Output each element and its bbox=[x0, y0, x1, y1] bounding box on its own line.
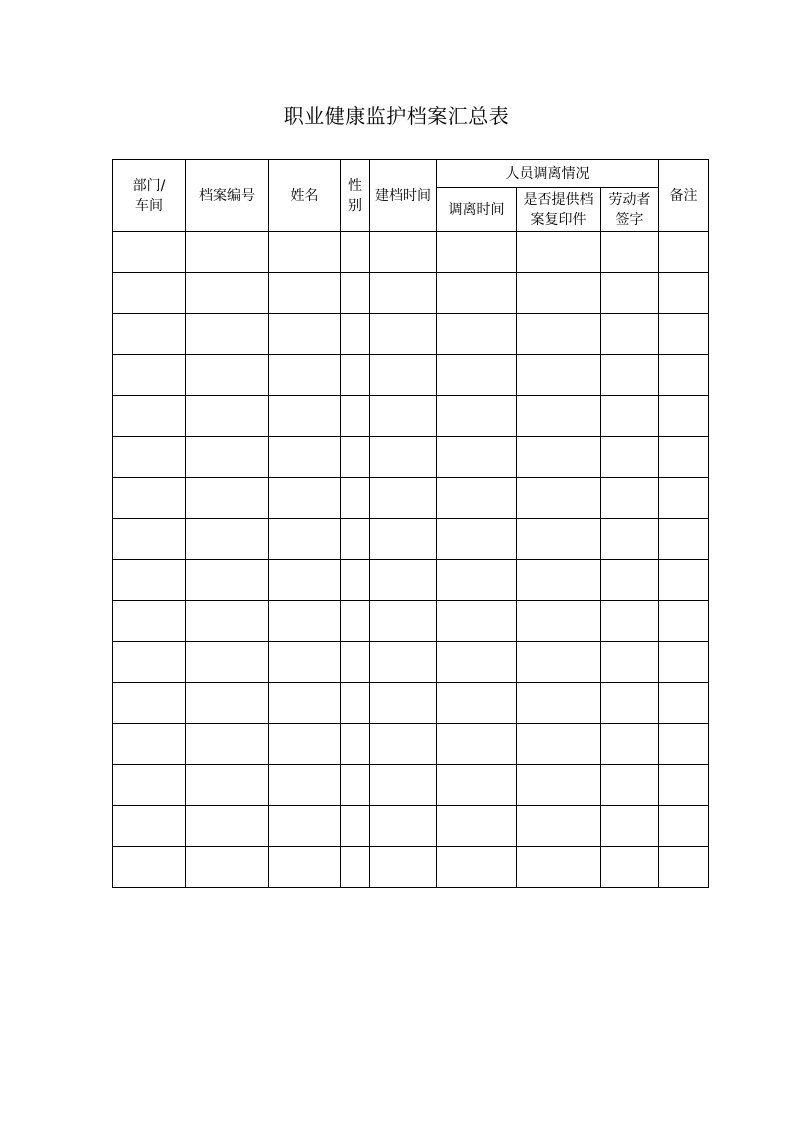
copy-provided-cell bbox=[517, 724, 601, 765]
remarks-cell bbox=[659, 724, 709, 765]
name-cell bbox=[269, 847, 341, 888]
copy-provided-cell bbox=[517, 396, 601, 437]
page-title: 职业健康监护档案汇总表 bbox=[283, 104, 510, 128]
name-cell bbox=[269, 355, 341, 396]
transfer-time-cell bbox=[437, 642, 517, 683]
gender-cell bbox=[341, 847, 370, 888]
transfer-time-cell bbox=[437, 396, 517, 437]
copy-provided-cell bbox=[517, 437, 601, 478]
remarks-cell bbox=[659, 273, 709, 314]
table-row bbox=[113, 437, 709, 478]
header-copy-provided: 是否提供档 案复印件 bbox=[517, 188, 601, 232]
gender-cell bbox=[341, 437, 370, 478]
dept-cell bbox=[113, 519, 186, 560]
copy-provided-cell bbox=[517, 601, 601, 642]
transfer-time-cell bbox=[437, 683, 517, 724]
table-row bbox=[113, 396, 709, 437]
remarks-cell bbox=[659, 847, 709, 888]
worker-sign-cell bbox=[601, 724, 659, 765]
dept-cell bbox=[113, 273, 186, 314]
archive-summary-table bbox=[112, 159, 709, 888]
file-no-cell bbox=[186, 847, 269, 888]
file-date-cell bbox=[370, 478, 437, 519]
worker-sign-cell bbox=[601, 478, 659, 519]
transfer-time-cell bbox=[437, 724, 517, 765]
transfer-time-cell bbox=[437, 560, 517, 601]
table-row bbox=[113, 314, 709, 355]
copy-provided-cell bbox=[517, 560, 601, 601]
header-dept: 部门/ 车间 bbox=[113, 160, 186, 232]
remarks-cell bbox=[659, 806, 709, 847]
file-date-cell bbox=[370, 683, 437, 724]
transfer-time-cell bbox=[437, 601, 517, 642]
table-row bbox=[113, 765, 709, 806]
name-cell bbox=[269, 273, 341, 314]
gender-cell bbox=[341, 806, 370, 847]
table-row bbox=[113, 601, 709, 642]
copy-provided-cell bbox=[517, 642, 601, 683]
gender-cell bbox=[341, 314, 370, 355]
gender-cell bbox=[341, 601, 370, 642]
remarks-cell bbox=[659, 232, 709, 273]
dept-cell bbox=[113, 396, 186, 437]
transfer-time-cell bbox=[437, 355, 517, 396]
header-remarks: 备注 bbox=[659, 160, 709, 232]
file-no-cell bbox=[186, 601, 269, 642]
remarks-cell bbox=[659, 560, 709, 601]
worker-sign-cell bbox=[601, 847, 659, 888]
name-cell bbox=[269, 642, 341, 683]
dept-cell bbox=[113, 478, 186, 519]
file-no-cell bbox=[186, 560, 269, 601]
transfer-time-cell bbox=[437, 437, 517, 478]
header-row bbox=[113, 160, 709, 188]
name-cell bbox=[269, 601, 341, 642]
transfer-time-cell bbox=[437, 314, 517, 355]
table-row bbox=[113, 519, 709, 560]
remarks-cell bbox=[659, 642, 709, 683]
header-gender: 性 别 bbox=[341, 160, 370, 232]
file-date-cell bbox=[370, 396, 437, 437]
file-no-cell bbox=[186, 314, 269, 355]
dept-cell bbox=[113, 560, 186, 601]
table-row bbox=[113, 232, 709, 273]
dept-cell bbox=[113, 314, 186, 355]
copy-provided-cell bbox=[517, 232, 601, 273]
file-date-cell bbox=[370, 847, 437, 888]
gender-cell bbox=[341, 683, 370, 724]
copy-provided-cell bbox=[517, 847, 601, 888]
worker-sign-cell bbox=[601, 642, 659, 683]
table-row bbox=[113, 724, 709, 765]
copy-provided-cell bbox=[517, 806, 601, 847]
remarks-cell bbox=[659, 437, 709, 478]
gender-cell bbox=[341, 478, 370, 519]
copy-provided-cell bbox=[517, 519, 601, 560]
file-date-cell bbox=[370, 560, 437, 601]
worker-sign-cell bbox=[601, 560, 659, 601]
remarks-cell bbox=[659, 478, 709, 519]
name-cell bbox=[269, 806, 341, 847]
gender-cell bbox=[341, 273, 370, 314]
worker-sign-cell bbox=[601, 601, 659, 642]
worker-sign-cell bbox=[601, 806, 659, 847]
dept-cell bbox=[113, 601, 186, 642]
transfer-time-cell bbox=[437, 806, 517, 847]
name-cell bbox=[269, 314, 341, 355]
name-cell bbox=[269, 519, 341, 560]
file-date-cell bbox=[370, 314, 437, 355]
file-date-cell bbox=[370, 601, 437, 642]
file-date-cell bbox=[370, 519, 437, 560]
transfer-time-cell bbox=[437, 478, 517, 519]
file-no-cell bbox=[186, 765, 269, 806]
worker-sign-cell bbox=[601, 683, 659, 724]
gender-cell bbox=[341, 519, 370, 560]
worker-sign-cell bbox=[601, 519, 659, 560]
file-date-cell bbox=[370, 232, 437, 273]
name-cell bbox=[269, 232, 341, 273]
copy-provided-cell bbox=[517, 273, 601, 314]
gender-cell bbox=[341, 232, 370, 273]
file-no-cell bbox=[186, 519, 269, 560]
dept-cell bbox=[113, 683, 186, 724]
name-cell bbox=[269, 437, 341, 478]
header-transfer-group: 人员调离情况 bbox=[437, 160, 659, 188]
file-date-cell bbox=[370, 765, 437, 806]
remarks-cell bbox=[659, 519, 709, 560]
file-no-cell bbox=[186, 642, 269, 683]
remarks-cell bbox=[659, 601, 709, 642]
worker-sign-cell bbox=[601, 232, 659, 273]
table-row bbox=[113, 683, 709, 724]
name-cell bbox=[269, 724, 341, 765]
name-cell bbox=[269, 683, 341, 724]
dept-cell bbox=[113, 232, 186, 273]
file-date-cell bbox=[370, 355, 437, 396]
file-no-cell bbox=[186, 683, 269, 724]
file-no-cell bbox=[186, 724, 269, 765]
dept-cell bbox=[113, 437, 186, 478]
gender-cell bbox=[341, 396, 370, 437]
transfer-time-cell bbox=[437, 273, 517, 314]
copy-provided-cell bbox=[517, 478, 601, 519]
file-date-cell bbox=[370, 642, 437, 683]
table-row bbox=[113, 806, 709, 847]
file-date-cell bbox=[370, 806, 437, 847]
header-transfer-time: 调离时间 bbox=[437, 188, 517, 232]
copy-provided-cell bbox=[517, 314, 601, 355]
file-no-cell bbox=[186, 806, 269, 847]
table-row bbox=[113, 355, 709, 396]
worker-sign-cell bbox=[601, 765, 659, 806]
table-row bbox=[113, 847, 709, 888]
gender-cell bbox=[341, 355, 370, 396]
worker-sign-cell bbox=[601, 314, 659, 355]
copy-provided-cell bbox=[517, 765, 601, 806]
table-row bbox=[113, 478, 709, 519]
remarks-cell bbox=[659, 765, 709, 806]
gender-cell bbox=[341, 560, 370, 601]
transfer-time-cell bbox=[437, 765, 517, 806]
name-cell bbox=[269, 478, 341, 519]
dept-cell bbox=[113, 642, 186, 683]
dept-cell bbox=[113, 765, 186, 806]
table-row bbox=[113, 642, 709, 683]
transfer-time-cell bbox=[437, 519, 517, 560]
file-no-cell bbox=[186, 232, 269, 273]
header-name: 姓名 bbox=[269, 160, 341, 232]
name-cell bbox=[269, 765, 341, 806]
name-cell bbox=[269, 560, 341, 601]
dept-cell bbox=[113, 355, 186, 396]
dept-cell bbox=[113, 724, 186, 765]
header-file-date: 建档时间 bbox=[370, 160, 437, 232]
dept-cell bbox=[113, 847, 186, 888]
file-no-cell bbox=[186, 273, 269, 314]
file-date-cell bbox=[370, 437, 437, 478]
gender-cell bbox=[341, 724, 370, 765]
remarks-cell bbox=[659, 355, 709, 396]
header-file-no: 档案编号 bbox=[186, 160, 269, 232]
file-date-cell bbox=[370, 273, 437, 314]
name-cell bbox=[269, 396, 341, 437]
transfer-time-cell bbox=[437, 232, 517, 273]
table-row bbox=[113, 560, 709, 601]
file-date-cell bbox=[370, 724, 437, 765]
file-no-cell bbox=[186, 478, 269, 519]
table-row bbox=[113, 273, 709, 314]
file-no-cell bbox=[186, 396, 269, 437]
remarks-cell bbox=[659, 396, 709, 437]
worker-sign-cell bbox=[601, 273, 659, 314]
worker-sign-cell bbox=[601, 437, 659, 478]
header-worker-sign: 劳动者 签字 bbox=[601, 188, 659, 232]
copy-provided-cell bbox=[517, 683, 601, 724]
dept-cell bbox=[113, 806, 186, 847]
remarks-cell bbox=[659, 683, 709, 724]
worker-sign-cell bbox=[601, 355, 659, 396]
gender-cell bbox=[341, 642, 370, 683]
gender-cell bbox=[341, 765, 370, 806]
file-no-cell bbox=[186, 437, 269, 478]
copy-provided-cell bbox=[517, 355, 601, 396]
transfer-time-cell bbox=[437, 847, 517, 888]
remarks-cell bbox=[659, 314, 709, 355]
worker-sign-cell bbox=[601, 396, 659, 437]
file-no-cell bbox=[186, 355, 269, 396]
